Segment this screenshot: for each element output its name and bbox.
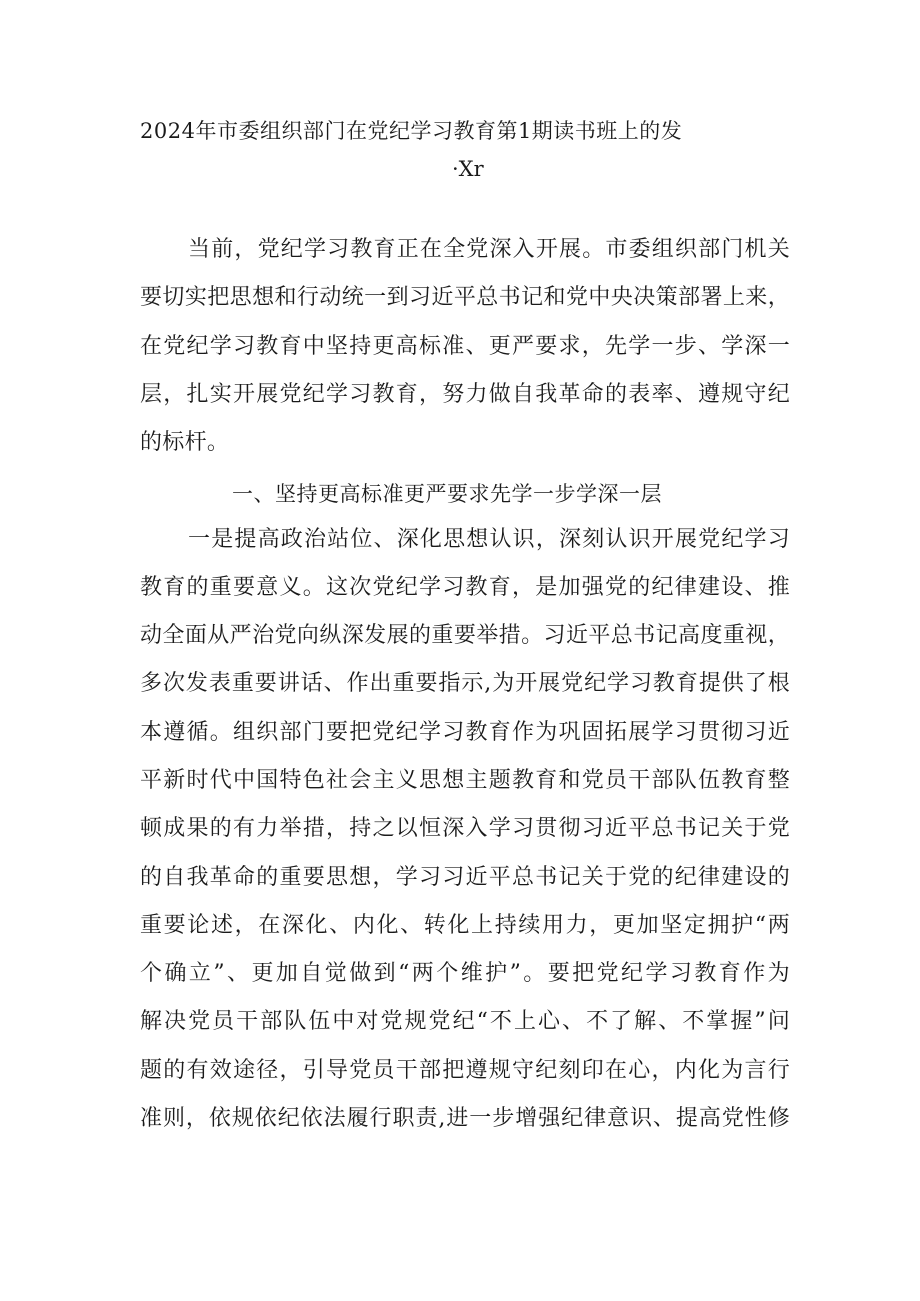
paragraph-line: 平新时代中国特色社会主义思想主题教育和党员干部队伍教育整: [140, 768, 790, 793]
paragraph-line: 多次发表重要讲话、作出重要指示,为开展党纪学习教育提供了根: [140, 671, 790, 696]
paragraph-line: 题的有效途径，引导党员干部把遵规守纪刻印在心，内化为言行: [140, 1058, 790, 1083]
paragraph-line: 的标杆。: [140, 430, 230, 455]
paragraph-line: 要切实把思想和行动统一到习近平总书记和党中央决策部署上来，: [140, 285, 790, 310]
paragraph-line: 层，扎实开展党纪学习教育，努力做自我革命的表率、遵规守纪: [140, 382, 790, 407]
paragraph-line: 顿成果的有力举措，持之以恒深入学习贯彻习近平总书记关于党: [140, 816, 790, 841]
paragraph-line: 在党纪学习教育中坚持更高标准、更严要求，先学一步、学深一: [140, 334, 790, 359]
paragraph-line: 本遵循。组织部门要把党纪学习教育作为巩固拓展学习贯彻习近: [140, 720, 790, 745]
paragraph-line: 的自我革命的重要思想，学习习近平总书记关于党的纪律建设的: [140, 865, 790, 890]
section-heading: 一、坚持更高标准更严要求先学一步学深一层: [232, 482, 662, 506]
paragraph-line: 准则，依规依纪依法履行职责,进一步增强纪律意识、提高党性修: [140, 1106, 790, 1131]
paragraph-line: 动全面从严治党向纵深发展的重要举措。习近平总书记高度重视，: [140, 623, 790, 648]
document-title: 2024年市委组织部门在党纪学习教育第1期读书班上的发: [140, 119, 683, 143]
paragraph-line: 当前，党纪学习教育正在全党深入开展。市委组织部门机关: [188, 237, 790, 262]
paragraph-line: 一是提高政治站位、深化思想认识，深刻认识开展党纪学习: [188, 527, 790, 552]
document-title-continuation: ·Xr: [452, 157, 484, 181]
paragraph-line: 个确立”、更加自觉做到“两个维护”。要把党纪学习教育作为: [140, 961, 790, 986]
paragraph-line: 教育的重要意义。这次党纪学习教育，是加强党的纪律建设、推: [140, 575, 790, 600]
paragraph-line: 重要论述，在深化、内化、转化上持续用力，更加坚定拥护“两: [140, 913, 790, 938]
paragraph-line: 解决党员干部队伍中对党规党纪“不上心、不了解、不掌握”问: [140, 1009, 790, 1034]
